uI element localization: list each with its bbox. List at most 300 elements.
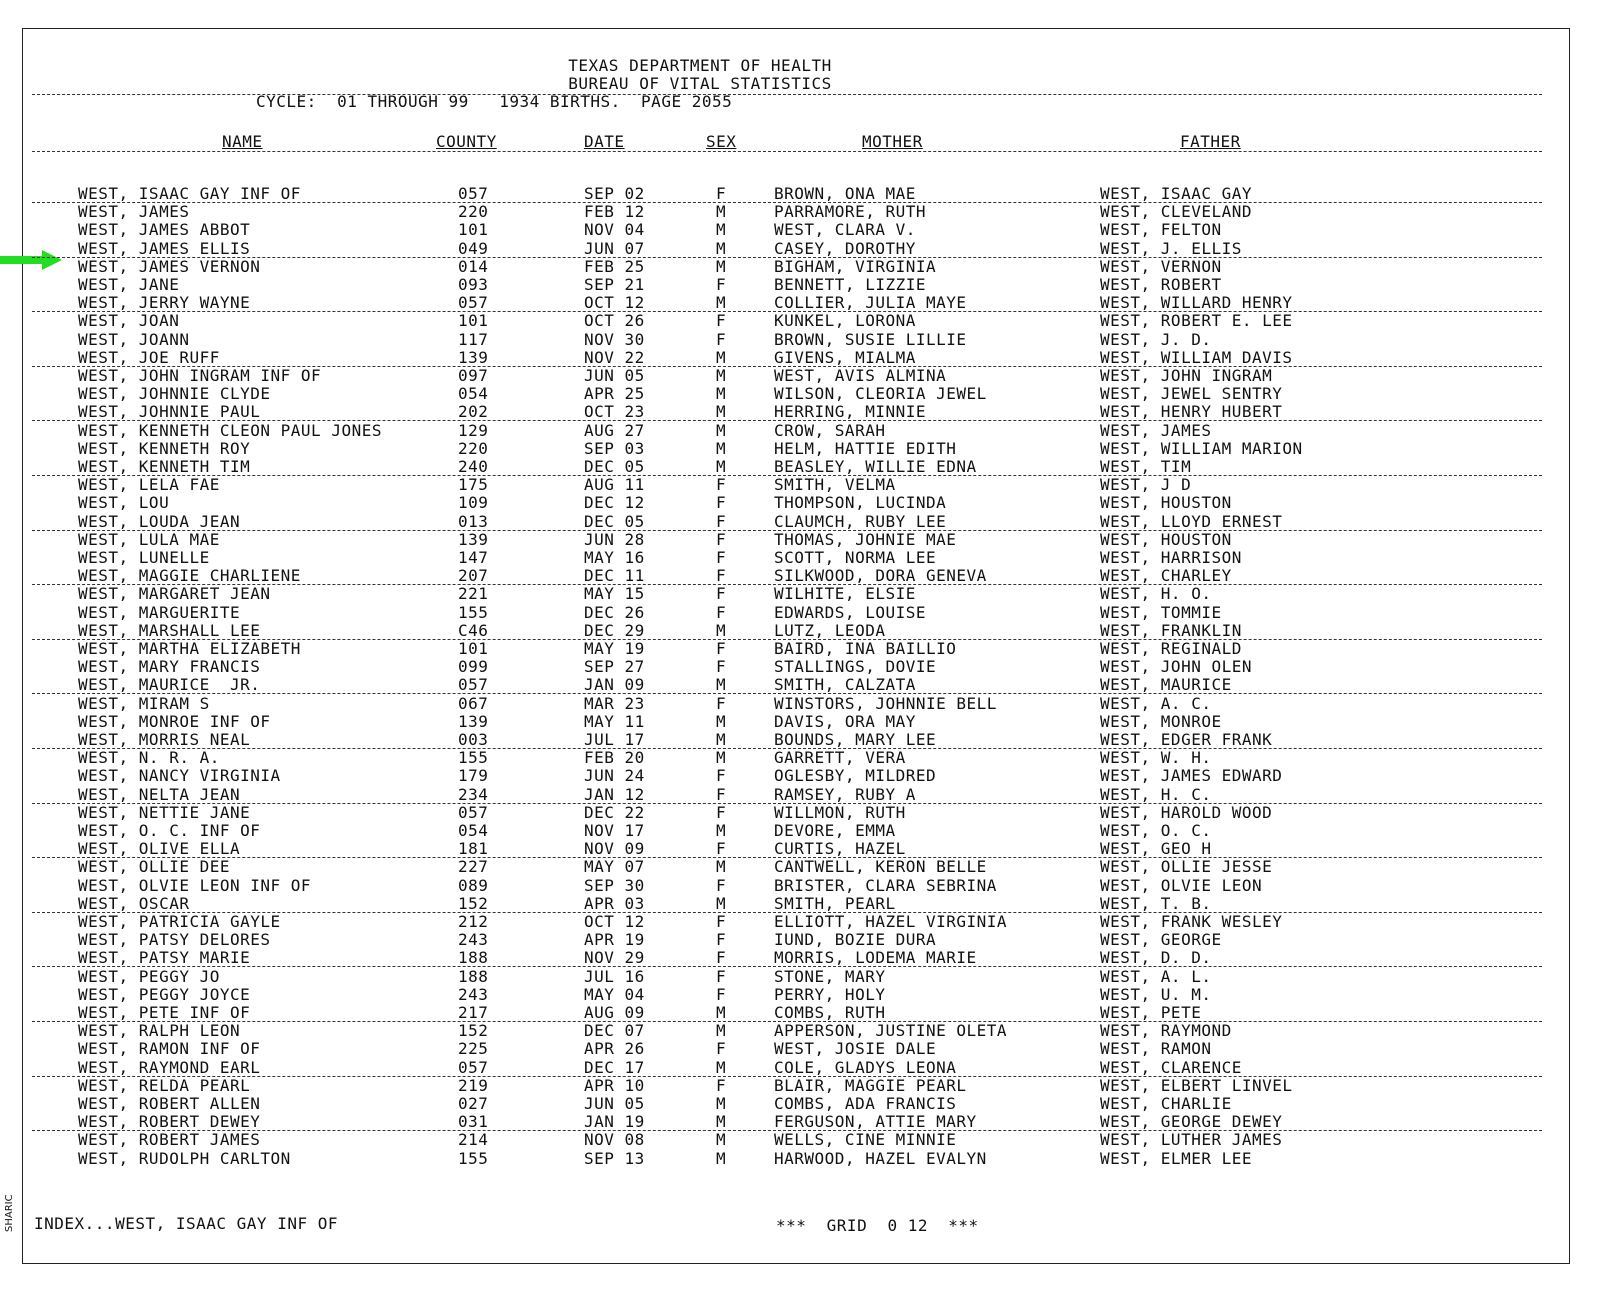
name-cell: WEST, JOE RUFF <box>78 347 220 367</box>
name-cell: WEST, KENNETH CLEON PAUL JONES <box>78 420 382 440</box>
date-cell: MAY 07 <box>584 857 645 877</box>
sex-cell: F <box>716 584 727 604</box>
date-cell: MAY 19 <box>584 639 645 658</box>
sex-cell: M <box>716 857 727 877</box>
county-cell: 057 <box>458 802 489 822</box>
date-cell: FEB 12 <box>584 202 645 222</box>
mother-cell: BENNETT, LIZZIE <box>774 275 926 294</box>
table-row <box>0 913 1600 931</box>
table-row <box>0 1150 1600 1168</box>
sex-cell: F <box>716 184 727 203</box>
table-row <box>0 804 1600 822</box>
mother-cell: BIGHAM, VIRGINIA <box>774 256 937 276</box>
father-cell: WEST, FRANK WESLEY <box>1100 912 1283 931</box>
name-cell: WEST, JAMES ELLIS <box>78 238 251 258</box>
father-cell: WEST, O. C. <box>1100 821 1212 840</box>
mother-cell: DEVORE, EMMA <box>774 821 896 840</box>
mother-cell: MORRIS, LODEMA MARIE <box>774 948 977 968</box>
header-line1: TEXAS DEPARTMENT OF HEALTH <box>568 56 832 75</box>
mother-cell: SMITH, CALZATA <box>774 675 916 695</box>
side-label: SHARIC <box>4 1194 15 1232</box>
table-row <box>0 949 1600 967</box>
father-cell: WEST, VERNON <box>1100 256 1222 276</box>
name-cell: WEST, RALPH LEON <box>78 1021 241 1041</box>
table-row <box>0 513 1600 531</box>
county-cell: 057 <box>458 1057 489 1077</box>
date-cell: APR 19 <box>584 930 645 950</box>
mother-cell: EDWARDS, LOUISE <box>774 602 926 622</box>
mother-cell: CANTWELL, KERON BELLE <box>774 857 987 877</box>
sex-cell: F <box>716 548 727 567</box>
mother-cell: STONE, MARY <box>774 966 886 986</box>
sex-cell: F <box>716 639 727 658</box>
table-row <box>0 567 1600 585</box>
county-cell: 139 <box>458 529 489 549</box>
table-row <box>0 458 1600 476</box>
father-cell: WEST, CLARENCE <box>1100 1057 1242 1077</box>
sex-cell: M <box>716 438 727 458</box>
sex-cell: F <box>716 275 727 294</box>
name-cell: WEST, ISAAC GAY INF OF <box>78 184 301 203</box>
name-cell: WEST, LUNELLE <box>78 548 210 567</box>
father-cell: WEST, TIM <box>1100 457 1192 476</box>
date-cell: DEC 22 <box>584 802 645 822</box>
mother-cell: RAMSEY, RUBY A <box>774 784 916 804</box>
table-row <box>0 476 1600 494</box>
col-sex-header: SEX <box>706 132 737 151</box>
table-row <box>0 986 1600 1004</box>
county-cell: 155 <box>458 748 489 768</box>
date-cell: AUG 27 <box>584 420 645 440</box>
father-cell: WEST, JEWEL SENTRY <box>1100 384 1283 404</box>
sex-cell: M <box>716 1130 727 1150</box>
mother-cell: CLAUMCH, RUBY LEE <box>774 511 947 531</box>
sex-cell: M <box>716 293 727 313</box>
mother-cell: STALLINGS, DOVIE <box>774 657 937 677</box>
date-cell: DEC 07 <box>584 1021 645 1041</box>
name-cell: WEST, MARY FRANCIS <box>78 657 261 677</box>
mother-cell: PARRAMORE, RUTH <box>774 202 926 222</box>
mother-cell: WEST, JOSIE DALE <box>774 1039 937 1059</box>
mother-cell: HELM, HATTIE EDITH <box>774 438 957 458</box>
date-cell: NOV 30 <box>584 329 645 349</box>
date-cell: DEC 29 <box>584 620 645 640</box>
sex-cell: M <box>716 821 727 840</box>
table-row <box>0 349 1600 367</box>
sex-cell: F <box>716 948 727 968</box>
sex-cell: M <box>716 420 727 440</box>
date-cell: JUL 16 <box>584 966 645 986</box>
name-cell: WEST, ROBERT ALLEN <box>78 1094 261 1113</box>
county-cell: 067 <box>458 693 489 713</box>
father-cell: WEST, OLLIE JESSE <box>1100 857 1273 877</box>
sex-cell: F <box>716 566 727 586</box>
county-cell: 234 <box>458 784 489 804</box>
mother-cell: SILKWOOD, DORA GENEVA <box>774 566 987 586</box>
father-cell: WEST, HENRY HUBERT <box>1100 402 1283 422</box>
father-cell: WEST, T. B. <box>1100 893 1212 913</box>
sex-cell: M <box>716 347 727 367</box>
name-cell: WEST, NELTA JEAN <box>78 784 241 804</box>
county-cell: 101 <box>458 311 489 331</box>
county-cell: 243 <box>458 984 489 1004</box>
mother-cell: WILHITE, ELSIE <box>774 584 916 604</box>
mother-cell: FERGUSON, ATTIE MARY <box>774 1112 977 1132</box>
sex-cell: F <box>716 1075 727 1095</box>
sex-cell: M <box>716 675 727 695</box>
county-cell: 057 <box>458 184 489 203</box>
date-cell: OCT 12 <box>584 912 645 931</box>
father-cell: WEST, RAMON <box>1100 1039 1212 1059</box>
county-cell: 212 <box>458 912 489 931</box>
father-cell: WEST, ROBERT E. LEE <box>1100 311 1293 331</box>
sex-cell: M <box>716 711 727 731</box>
col-name-header: NAME <box>222 132 263 151</box>
table-row <box>0 221 1600 239</box>
name-cell: WEST, PEGGY JOYCE <box>78 984 251 1004</box>
sex-cell: M <box>716 893 727 913</box>
date-cell: DEC 17 <box>584 1057 645 1077</box>
name-cell: WEST, O. C. INF OF <box>78 821 261 840</box>
sex-cell: F <box>716 802 727 822</box>
mother-cell: GARRETT, VERA <box>774 748 906 768</box>
date-cell: APR 03 <box>584 893 645 913</box>
sex-cell: F <box>716 1039 727 1059</box>
table-row <box>0 767 1600 785</box>
name-cell: WEST, OLLIE DEE <box>78 857 230 877</box>
county-cell: 155 <box>458 1148 489 1168</box>
name-cell: WEST, MARSHALL LEE <box>78 620 261 640</box>
table-row <box>0 658 1600 676</box>
mother-cell: CROW, SARAH <box>774 420 886 440</box>
date-cell: AUG 11 <box>584 475 645 495</box>
date-cell: APR 10 <box>584 1075 645 1095</box>
father-cell: WEST, LUTHER JAMES <box>1100 1130 1283 1150</box>
mother-cell: WELLS, CINE MINNIE <box>774 1130 957 1150</box>
father-cell: WEST, FRANKLIN <box>1100 620 1242 640</box>
father-cell: WEST, MAURICE <box>1100 675 1232 695</box>
mother-cell: BLAIR, MAGGIE PEARL <box>774 1075 967 1095</box>
sex-cell: F <box>716 602 727 622</box>
name-cell: WEST, PETE INF OF <box>78 1003 251 1022</box>
name-cell: WEST, OLIVE ELLA <box>78 839 241 859</box>
mother-cell: SMITH, VELMA <box>774 475 896 495</box>
table-row <box>0 549 1600 567</box>
date-cell: DEC 05 <box>584 511 645 531</box>
name-cell: WEST, N. R. A. <box>78 748 220 768</box>
table-row <box>0 786 1600 804</box>
father-cell: WEST, GEO H <box>1100 839 1212 859</box>
sex-cell: F <box>716 329 727 349</box>
father-cell: WEST, A. C. <box>1100 693 1212 713</box>
father-cell: WEST, HOUSTON <box>1100 493 1232 513</box>
date-cell: JUN 28 <box>584 529 645 549</box>
date-cell: MAY 11 <box>584 711 645 731</box>
county-cell: 219 <box>458 1075 489 1095</box>
mother-cell: THOMAS, JOHNIE MAE <box>774 529 957 549</box>
table-row <box>0 331 1600 349</box>
mother-cell: GIVENS, MIALMA <box>774 347 916 367</box>
father-cell: WEST, H. O. <box>1100 584 1212 604</box>
father-cell: WEST, A. L. <box>1100 966 1212 986</box>
sex-cell: M <box>716 384 727 404</box>
county-cell: 089 <box>458 875 489 895</box>
table-row <box>0 676 1600 694</box>
father-cell: WEST, GEORGE <box>1100 930 1222 950</box>
table-row <box>0 877 1600 895</box>
county-cell: C46 <box>458 620 489 640</box>
date-cell: MAY 04 <box>584 984 645 1004</box>
header-line2: BUREAU OF VITAL STATISTICS <box>568 74 832 93</box>
date-cell: AUG 09 <box>584 1003 645 1022</box>
date-cell: NOV 08 <box>584 1130 645 1150</box>
sex-cell: M <box>716 202 727 222</box>
date-cell: SEP 03 <box>584 438 645 458</box>
county-cell: 101 <box>458 639 489 658</box>
county-cell: 175 <box>458 475 489 495</box>
father-cell: WEST, HAROLD WOOD <box>1100 802 1273 822</box>
sex-cell: F <box>716 766 727 786</box>
mother-cell: SMITH, PEARL <box>774 893 896 913</box>
date-cell: APR 26 <box>584 1039 645 1059</box>
county-cell: 188 <box>458 948 489 968</box>
mother-cell: BROWN, SUSIE LILLIE <box>774 329 967 349</box>
father-cell: WEST, EDGER FRANK <box>1100 730 1273 749</box>
county-cell: 139 <box>458 711 489 731</box>
name-cell: WEST, MORRIS NEAL <box>78 730 251 749</box>
date-cell: DEC 11 <box>584 566 645 586</box>
father-cell: WEST, D. D. <box>1100 948 1212 968</box>
mother-cell: APPERSON, JUSTINE OLETA <box>774 1021 1008 1041</box>
county-cell: 221 <box>458 584 489 604</box>
table-row <box>0 1022 1600 1040</box>
name-cell: WEST, JAMES VERNON <box>78 256 261 276</box>
county-cell: 097 <box>458 366 489 385</box>
mother-cell: LUTZ, LEODA <box>774 620 886 640</box>
name-cell: WEST, MAGGIE CHARLIENE <box>78 566 301 586</box>
sex-cell: M <box>716 1021 727 1041</box>
col-mother-header: MOTHER <box>862 132 923 151</box>
table-row <box>0 531 1600 549</box>
sex-cell: F <box>716 984 727 1004</box>
sex-cell: M <box>716 402 727 422</box>
sex-cell: M <box>716 1057 727 1077</box>
sex-cell: M <box>716 220 727 240</box>
date-cell: MAY 15 <box>584 584 645 604</box>
table-row <box>0 385 1600 403</box>
father-cell: WEST, TOMMIE <box>1100 602 1222 622</box>
father-cell: WEST, J D <box>1100 475 1192 495</box>
county-cell: 217 <box>458 1003 489 1022</box>
name-cell: WEST, RAYMOND EARL <box>78 1057 261 1077</box>
name-cell: WEST, MONROE INF OF <box>78 711 271 731</box>
sex-cell: M <box>716 1094 727 1113</box>
mother-cell: BROWN, ONA MAE <box>774 184 916 203</box>
table-row <box>0 858 1600 876</box>
name-cell: WEST, LOU <box>78 493 170 513</box>
mother-cell: BEASLEY, WILLIE EDNA <box>774 457 977 476</box>
county-cell: 109 <box>458 493 489 513</box>
header-divider <box>32 94 1542 95</box>
footer-grid: *** GRID 0 12 *** <box>776 1216 979 1235</box>
date-cell: NOV 29 <box>584 948 645 968</box>
father-cell: WEST, HARRISON <box>1100 548 1242 567</box>
sex-cell: M <box>716 620 727 640</box>
county-cell: 117 <box>458 329 489 349</box>
table-row <box>0 294 1600 312</box>
table-row <box>0 258 1600 276</box>
table-row <box>0 749 1600 767</box>
mother-cell: BOUNDS, MARY LEE <box>774 730 937 749</box>
father-cell: WEST, CLEVELAND <box>1100 202 1252 222</box>
father-cell: WEST, PETE <box>1100 1003 1202 1022</box>
mother-cell: COLE, GLADYS LEONA <box>774 1057 957 1077</box>
date-cell: MAR 23 <box>584 693 645 713</box>
name-cell: WEST, ROBERT JAMES <box>78 1130 261 1150</box>
father-cell: WEST, LLOYD ERNEST <box>1100 511 1283 531</box>
name-cell: WEST, LELA FAE <box>78 475 220 495</box>
name-cell: WEST, JOHN INGRAM INF OF <box>78 366 322 385</box>
county-cell: 181 <box>458 839 489 859</box>
mother-cell: COLLIER, JULIA MAYE <box>774 293 967 313</box>
date-cell: JUN 05 <box>584 1094 645 1113</box>
date-cell: DEC 05 <box>584 457 645 476</box>
mother-cell: WILLMON, RUTH <box>774 802 906 822</box>
table-row <box>0 1004 1600 1022</box>
father-cell: WEST, GEORGE DEWEY <box>1100 1112 1283 1132</box>
sex-cell: F <box>716 311 727 331</box>
name-cell: WEST, JOAN <box>78 311 180 331</box>
name-cell: WEST, JAMES ABBOT <box>78 220 251 240</box>
county-cell: 207 <box>458 566 489 586</box>
county-cell: 129 <box>458 420 489 440</box>
father-cell: WEST, RAYMOND <box>1100 1021 1232 1041</box>
mother-cell: CASEY, DOROTHY <box>774 238 916 258</box>
date-cell: MAY 16 <box>584 548 645 567</box>
name-cell: WEST, NANCY VIRGINIA <box>78 766 281 786</box>
date-cell: SEP 02 <box>584 184 645 203</box>
mother-cell: KUNKEL, LORONA <box>774 311 916 331</box>
name-cell: WEST, RAMON INF OF <box>78 1039 261 1059</box>
date-cell: JAN 19 <box>584 1112 645 1132</box>
county-cell: 188 <box>458 966 489 986</box>
county-cell: 027 <box>458 1094 489 1113</box>
sex-cell: F <box>716 966 727 986</box>
date-cell: SEP 13 <box>584 1148 645 1168</box>
date-cell: FEB 20 <box>584 748 645 768</box>
father-cell: WEST, HOUSTON <box>1100 529 1232 549</box>
name-cell: WEST, LOUDA JEAN <box>78 511 241 531</box>
county-cell: 101 <box>458 220 489 240</box>
table-row <box>0 640 1600 658</box>
county-cell: 152 <box>458 893 489 913</box>
father-cell: WEST, H. C. <box>1100 784 1212 804</box>
sex-cell: F <box>716 511 727 531</box>
mother-cell: BRISTER, CLARA SEBRINA <box>774 875 997 895</box>
county-cell: 220 <box>458 438 489 458</box>
county-cell: 003 <box>458 730 489 749</box>
table-row <box>0 1095 1600 1113</box>
name-cell: WEST, PATSY MARIE <box>78 948 251 968</box>
name-cell: WEST, JOHNNIE PAUL <box>78 402 261 422</box>
sex-cell: M <box>716 748 727 768</box>
name-cell: WEST, JANE <box>78 275 180 294</box>
date-cell: JUN 05 <box>584 366 645 385</box>
father-cell: WEST, WILLARD HENRY <box>1100 293 1293 313</box>
father-cell: WEST, JOHN INGRAM <box>1100 366 1273 385</box>
table-row <box>0 1040 1600 1058</box>
name-cell: WEST, MARGUERITE <box>78 602 241 622</box>
table-row <box>0 185 1600 203</box>
date-cell: NOV 17 <box>584 821 645 840</box>
county-cell: 057 <box>458 293 489 313</box>
date-cell: SEP 27 <box>584 657 645 677</box>
date-cell: SEP 30 <box>584 875 645 895</box>
father-cell: WEST, J. ELLIS <box>1100 238 1242 258</box>
father-cell: WEST, ISAAC GAY <box>1100 184 1252 203</box>
name-cell: WEST, LULA MAE <box>78 529 220 549</box>
date-cell: DEC 12 <box>584 493 645 513</box>
sex-cell: F <box>716 912 727 931</box>
sex-cell: F <box>716 930 727 950</box>
county-cell: 031 <box>458 1112 489 1132</box>
header-cycle: CYCLE: 01 THROUGH 99 1934 BIRTHS. PAGE 2055 <box>256 92 733 111</box>
name-cell: WEST, JERRY WAYNE <box>78 293 251 313</box>
name-cell: WEST, RELDA PEARL <box>78 1075 251 1095</box>
date-cell: FEB 25 <box>584 256 645 276</box>
sex-cell: M <box>716 1003 727 1022</box>
table-row <box>0 695 1600 713</box>
table-row <box>0 1113 1600 1131</box>
sex-cell: F <box>716 529 727 549</box>
county-cell: 139 <box>458 347 489 367</box>
date-cell: JAN 12 <box>584 784 645 804</box>
name-cell: WEST, JOANN <box>78 329 190 349</box>
mother-cell: HERRING, MINNIE <box>774 402 926 422</box>
table-row <box>0 931 1600 949</box>
father-cell: WEST, MONROE <box>1100 711 1222 731</box>
sex-cell: M <box>716 730 727 749</box>
county-cell: 054 <box>458 821 489 840</box>
mother-cell: WILSON, CLEORIA JEWEL <box>774 384 987 404</box>
father-cell: WEST, CHARLIE <box>1100 1094 1232 1113</box>
col-county-header: COUNTY <box>436 132 497 151</box>
table-row <box>0 585 1600 603</box>
table-row <box>0 422 1600 440</box>
name-cell: WEST, MARGARET JEAN <box>78 584 271 604</box>
mother-cell: ELLIOTT, HAZEL VIRGINIA <box>774 912 1008 931</box>
county-cell: 093 <box>458 275 489 294</box>
name-cell: WEST, MAURICE JR. <box>78 675 261 695</box>
county-cell: 013 <box>458 511 489 531</box>
table-row <box>0 240 1600 258</box>
table-row <box>0 312 1600 330</box>
table-row <box>0 403 1600 421</box>
name-cell: WEST, ROBERT DEWEY <box>78 1112 261 1132</box>
date-cell: SEP 21 <box>584 275 645 294</box>
name-cell: WEST, MIRAM S <box>78 693 210 713</box>
table-row <box>0 1059 1600 1077</box>
mother-cell: PERRY, HOLY <box>774 984 886 1004</box>
table-row <box>0 968 1600 986</box>
county-cell: 049 <box>458 238 489 258</box>
county-cell: 057 <box>458 675 489 695</box>
father-cell: WEST, WILLIAM DAVIS <box>1100 347 1293 367</box>
date-cell: JUN 07 <box>584 238 645 258</box>
date-cell: NOV 22 <box>584 347 645 367</box>
column-header-divider <box>32 151 1542 152</box>
sex-cell: F <box>716 693 727 713</box>
